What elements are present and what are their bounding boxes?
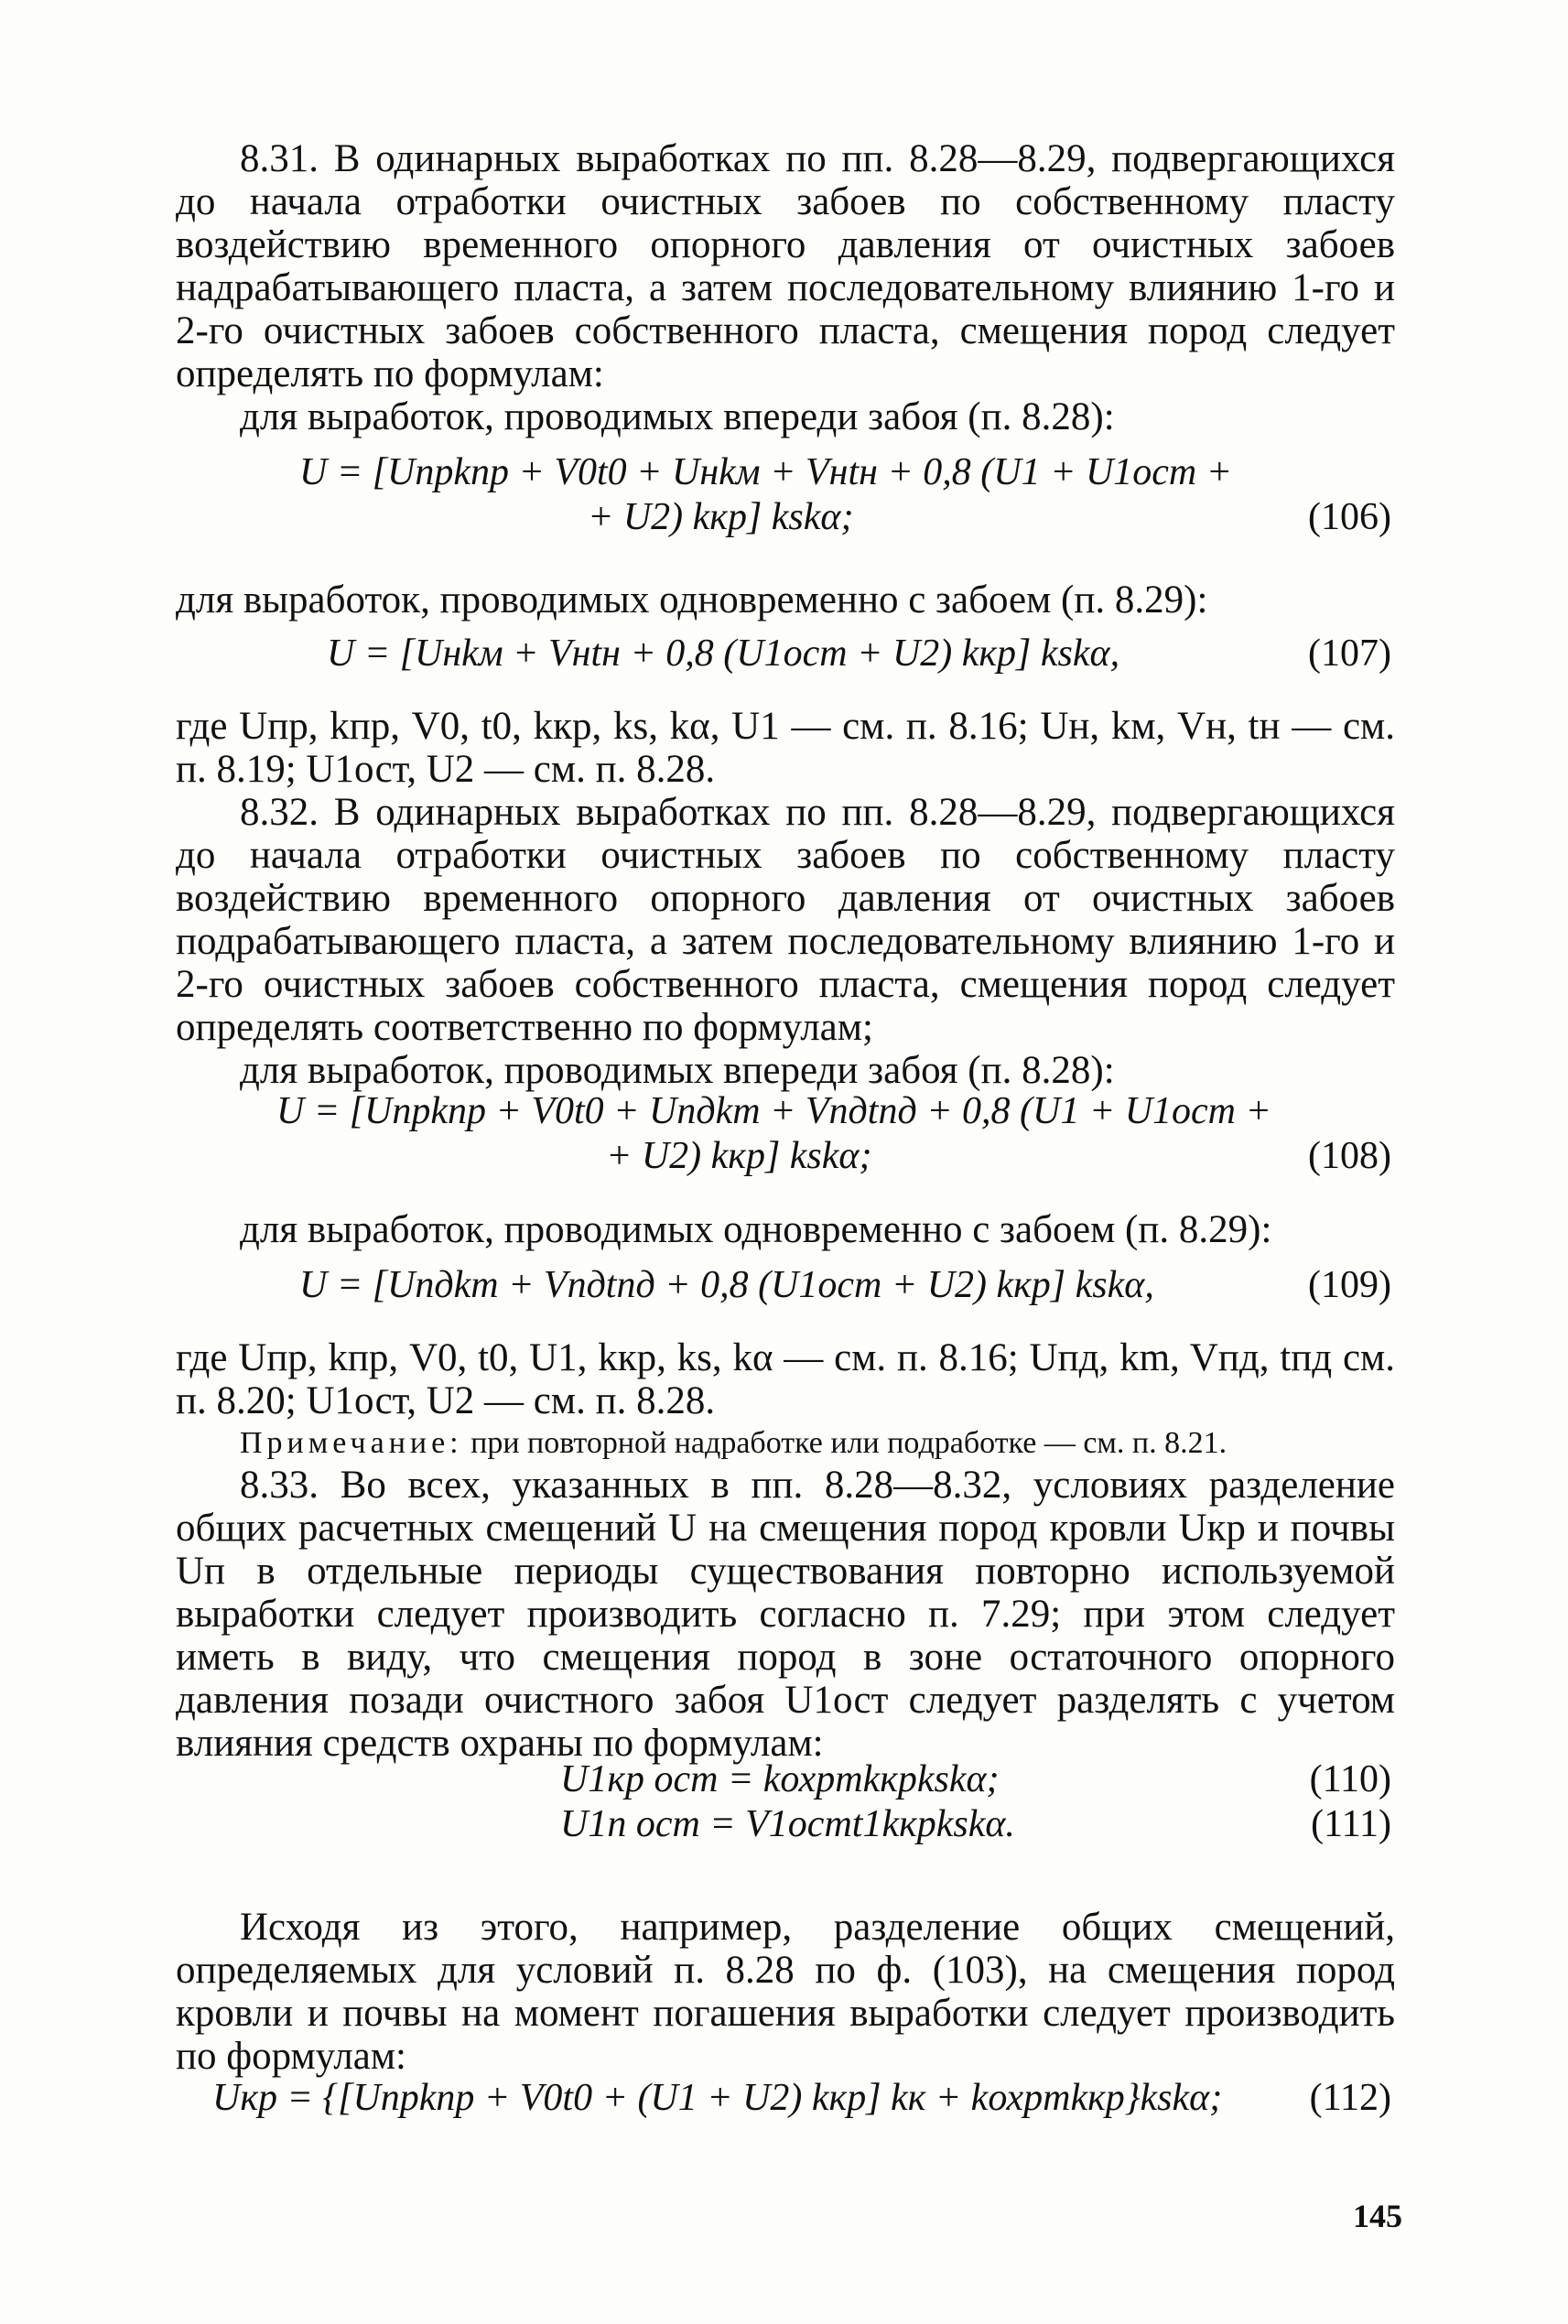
- formula-106-line-2: + U2) kкр] kskα;: [588, 496, 854, 538]
- formula-109-text: U = [Uпдkm + Vпдtпд + 0,8 (U1ост + U2) kкр] kskα,: [299, 1264, 1154, 1306]
- section-8-33: [176, 1336, 1395, 1765]
- formula-112-number: (112): [1309, 2077, 1391, 2119]
- intro-ahead-1: для выработок, проводимых впереди забоя (п. 8.28):: [240, 395, 1115, 438]
- formula-108-line-2: + U2) kкр] kskα;: [606, 1135, 872, 1177]
- formula-112-text: Uкр = {[Uпрkпр + V0t0 + (U1 + U2) kкр] kк + kохрmkкр}kskα;: [212, 2077, 1223, 2119]
- formula-108-line-1: U = [Uпрkпр + V0t0 + Uпдkm + Vпдtпд + 0,8 (U1 + U1ост +: [276, 1090, 1271, 1132]
- intro-simul-1-block: [176, 578, 1395, 622]
- intro-simul-2-block: [176, 1208, 1395, 1251]
- intro-simul-1: для выработок, проводимых одновременно с забоем (п. 8.29):: [176, 578, 1208, 622]
- where-clause-2: где Uпр, kпр, V0, t0, U1, kкр, ks, kα — см. п. 8.16; Uпд, km, Vпд, tпд см. п. 8.20; U1ост, U2 — см. п. 8.28.: [176, 1336, 1395, 1422]
- formula-107: [176, 632, 1395, 676]
- formula-106: [176, 450, 1395, 540]
- note-label: Примечание:: [240, 1426, 463, 1460]
- formulas-110-111: [176, 1757, 1395, 1847]
- formula-108-number: (108): [1308, 1135, 1391, 1177]
- formula-110-number: (110): [1309, 1758, 1391, 1800]
- formula-106-line-1: U = [Uпрkпр + V0t0 + Uнkм + Vнtн + 0,8 (U1 + U1ост +: [299, 451, 1233, 493]
- formula-106-number: (106): [1308, 496, 1391, 538]
- formula-111-text: U1п ост = V1остt1kкрkskα.: [560, 1803, 1015, 1845]
- formula-111-number: (111): [1311, 1803, 1391, 1845]
- note: [176, 1422, 1395, 1464]
- intro-ahead-2: для выработок, проводимых впереди забоя (п. 8.28):: [240, 1049, 1115, 1092]
- paragraph-8-31: 8.31. В одинарных выработках по пп. 8.28—8.29, подвергающихся до начала отработки очистных забоев по собственному пласту воздействию временного опорного давления от очистных забоев надрабатывающего пласта, а затем последовательному влиянию 1-го и 2-го очистных забоев собственного пласта, смещения пород следует определять по формулам:: [176, 137, 1395, 395]
- section-8-32: [176, 705, 1395, 1092]
- note-text: при повторной надработке или подработке — см. п. 8.21.: [470, 1426, 1227, 1460]
- paragraph-final: Исходя из этого, например, разделение общих смещений, определяемых для условий п. 8.28 по ф. (103), на смещения пород кровли и почвы на момент погашения выработки следует производить по формулам:: [176, 1906, 1395, 2078]
- formula-108: [176, 1089, 1395, 1179]
- formula-110-text: U1кр ост = kохрmkкрkskα;: [560, 1758, 1000, 1800]
- page-number: 145: [1353, 2198, 1402, 2234]
- formula-107-text: U = [Uнkм + Vнtн + 0,8 (U1ост + U2) kкр] kskα,: [327, 632, 1120, 675]
- where-clause-1: где Uпр, kпр, V0, t0, kкр, ks, kα, U1 — см. п. 8.16; Uн, kм, Vн, tн — см. п. 8.19; U1ост, U2 — см. п. 8.28.: [176, 705, 1395, 791]
- paragraph-8-32: 8.32. В одинарных выработках по пп. 8.28—8.29, подвергающихся до начала отработки очистных забоев по собственному пласту воздействию временного опорного давления от очистных забоев подрабатывающего пласта, а затем последовательному влиянию 1-го и 2-го очистных забоев собственного пласта, смещения пород следует определять соответственно по формулам;: [176, 791, 1395, 1049]
- formula-112: [176, 2076, 1395, 2121]
- formula-109-number: (109): [1308, 1264, 1391, 1306]
- final-paragraph-block: [176, 1906, 1395, 2078]
- intro-simul-2: для выработок, проводимых одновременно с забоем (п. 8.29):: [240, 1208, 1272, 1251]
- formula-107-number: (107): [1308, 632, 1391, 675]
- paragraph-8-33: 8.33. Во всех, указанных в пп. 8.28—8.32, условиях разделение общих расчетных смещений U на смещения пород кровли Uкр и почвы Uп в отдельные периоды существования повторно используемой выработки следует производить согласно п. 7.29; при этом следует иметь в виду, что смещения пород в зоне остаточного опорного давления позади очистного забоя U1ост следует разделять с учетом влияния средств охраны по формулам:: [176, 1464, 1395, 1765]
- section-8-31: [176, 137, 1395, 438]
- formula-109: [176, 1263, 1395, 1308]
